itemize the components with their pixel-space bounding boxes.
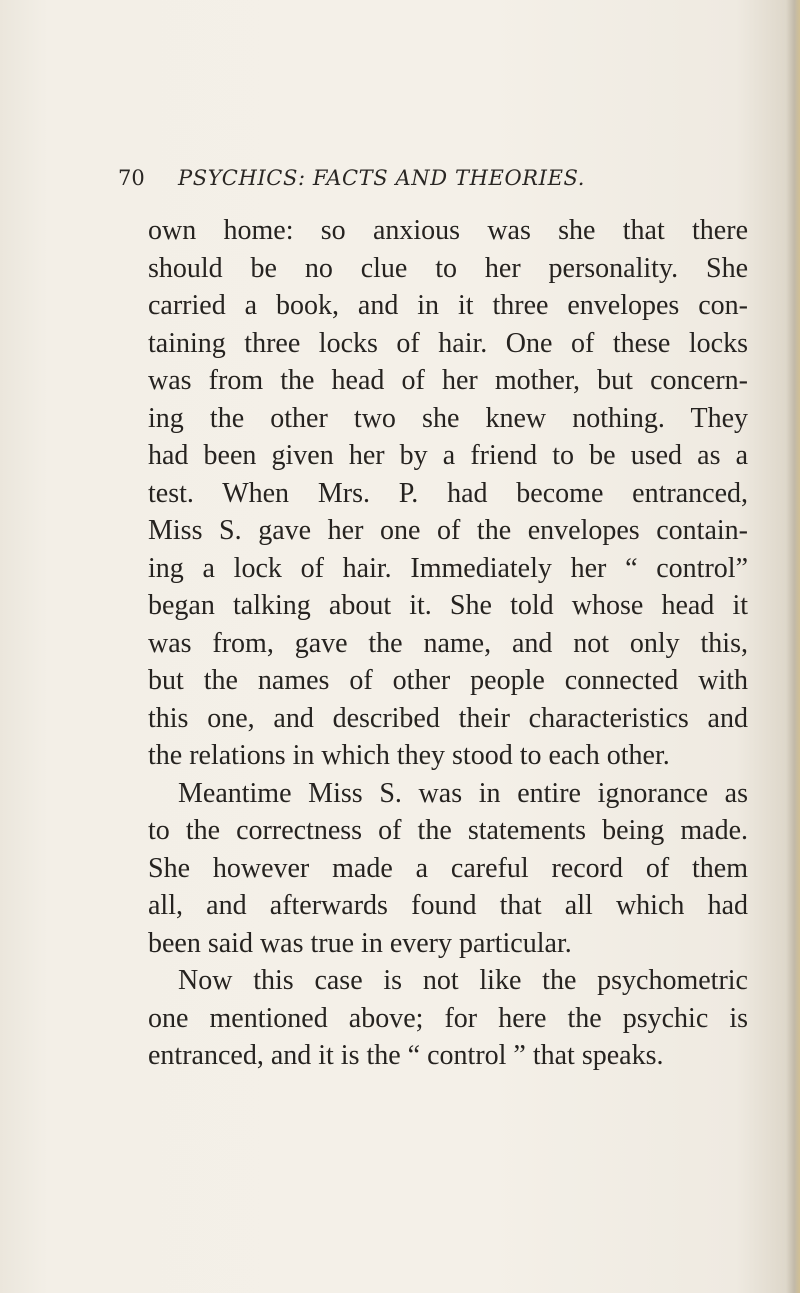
text-line: ing a lock of hair. Immediately her “ control” <box>148 552 748 584</box>
text-line: all, and afterwards found that all which had <box>148 890 748 921</box>
text-line: own home: so anxious was she that there <box>148 215 748 246</box>
body-text <box>148 212 748 1075</box>
text-line: began talking about it. She told whose head it <box>148 590 748 621</box>
text-line: Now this case is not like the psychometric <box>178 965 748 996</box>
text-line: but the names of other people connected with <box>148 665 748 696</box>
text-line: should be no clue to her personality. She <box>148 252 748 284</box>
running-header <box>118 166 758 200</box>
text-line: test. When Mrs. P. had become entranced, <box>148 477 748 509</box>
text-line: one mentioned above; for here the psychic is <box>148 1002 748 1034</box>
text-line: this one, and described their characteristics and <box>148 702 748 734</box>
text-line: Meantime Miss S. was in entire ignorance as <box>178 777 748 809</box>
text-line: the relations in which they stood to each other. <box>148 740 670 771</box>
running-title: PSYCHICS: FACTS AND THEORIES. <box>178 166 586 190</box>
page-number: 70 <box>118 166 145 190</box>
text-line: entranced, and it is the “ control ” that speaks. <box>148 1040 664 1071</box>
text-line: taining three locks of hair. One of these locks <box>148 327 748 359</box>
text-line: carried a book, and in it three envelopes con- <box>148 290 748 321</box>
text-line: was from the head of her mother, but concern- <box>148 365 748 396</box>
page-edge-shadow <box>786 0 800 1293</box>
text-line: been said was true in every particular. <box>148 927 572 959</box>
text-line: had been given her by a friend to be used as a <box>148 440 748 471</box>
text-line: She however made a careful record of them <box>148 852 748 884</box>
text-line: to the correctness of the statements being made. <box>148 815 748 846</box>
text-line: ing the other two she knew nothing. They <box>148 402 748 434</box>
text-line: Miss S. gave her one of the envelopes contain- <box>148 515 748 546</box>
text-line: was from, gave the name, and not only this, <box>148 627 748 659</box>
